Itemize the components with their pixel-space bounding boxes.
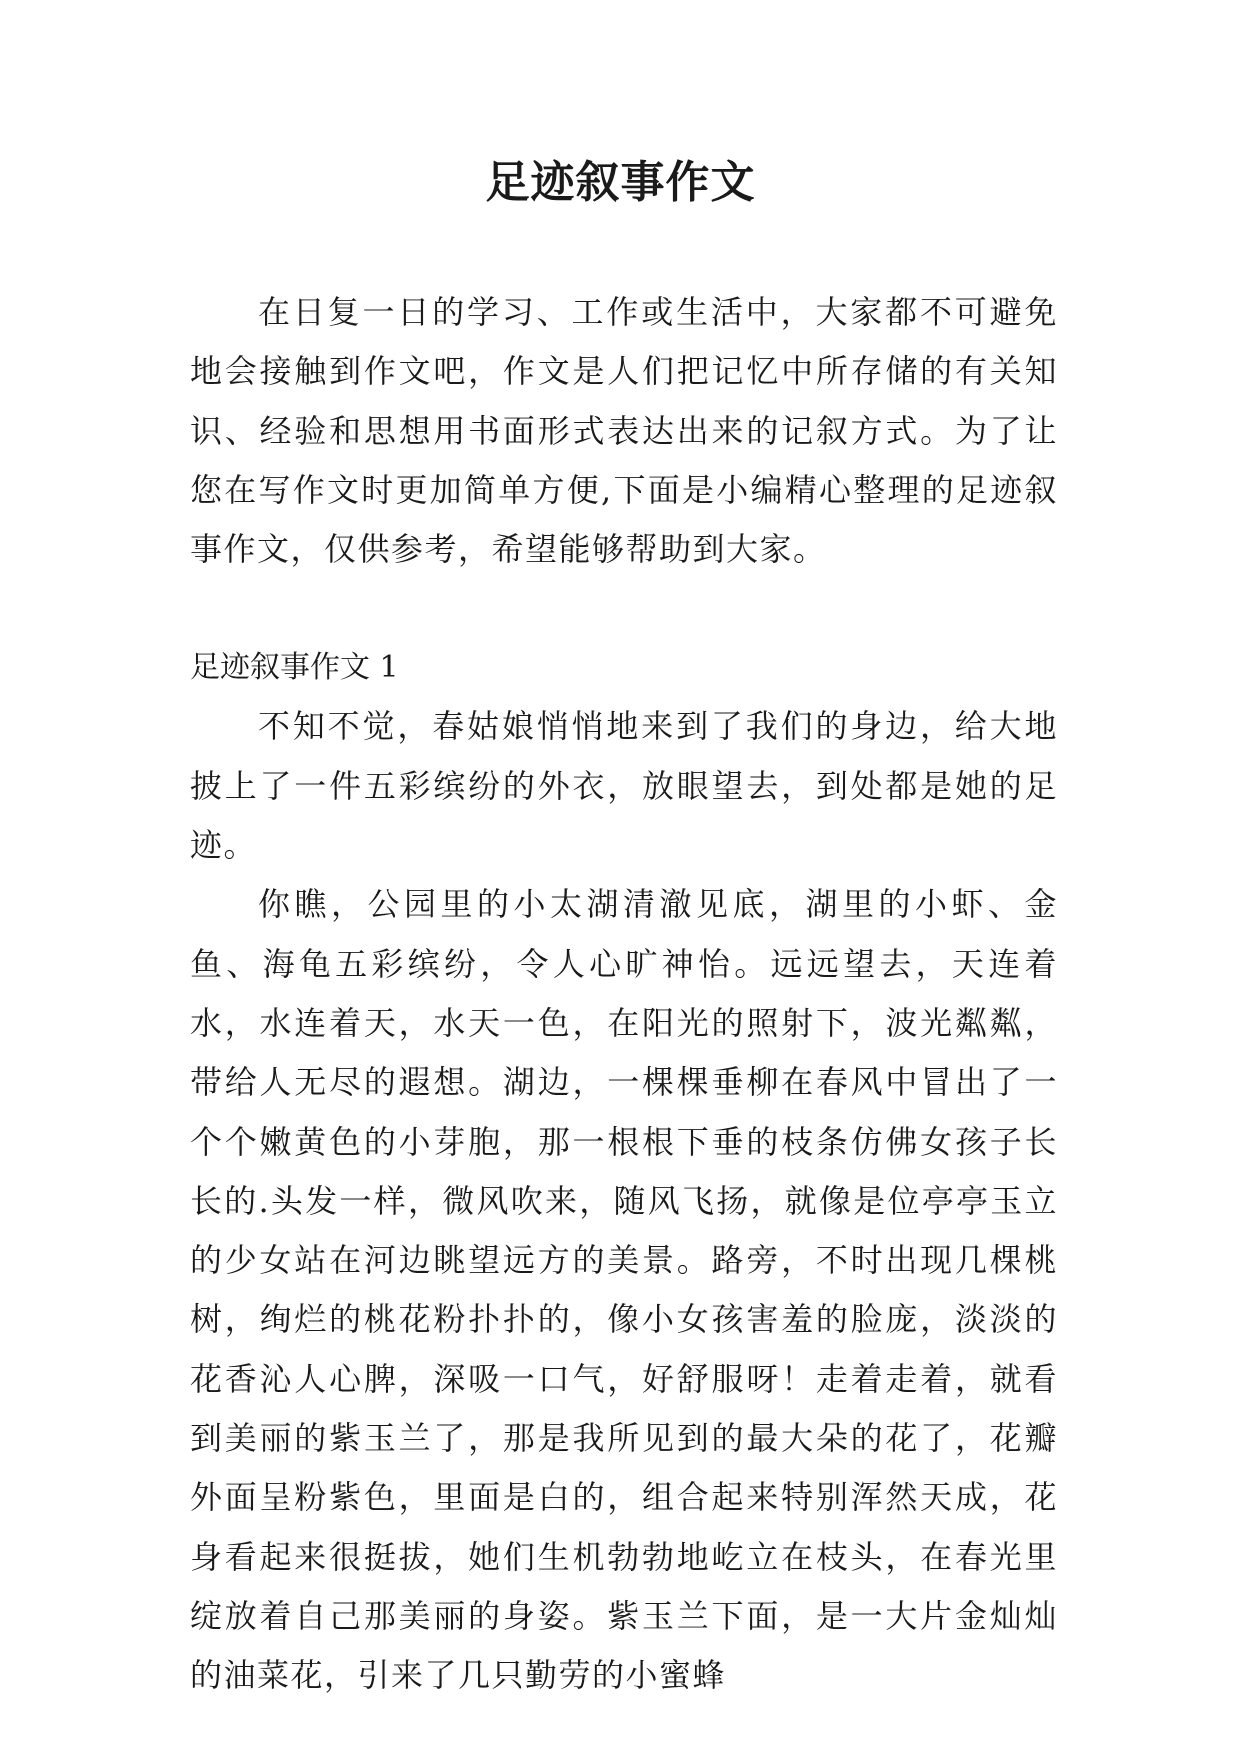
document-title: 足迹叙事作文: [485, 157, 756, 208]
section-heading: 足迹叙事作文 1: [190, 650, 399, 686]
body-paragraph: 不知不觉，春姑娘悄悄地来到了我们的身边，给大地披上了一件五彩缤纷的外衣，放眼望去，到处都是她的足迹。: [190, 707, 1058, 865]
spacer: [190, 579, 1058, 638]
body-paragraph: 你瞧，公园里的小太湖清澈见底，湖里的小虾、金鱼、海龟五彩缤纷，令人心旷神怡。远远望去，天连着水，水连着天，水天一色，在阳光的照射下，波光粼粼，带给人无尽的遐想。湖边，一棵棵垂柳在春风中冒出了一个个嫩黄色的小芽胞，那一根根下垂的枝条仿佛女孩子长长的.头发一样，微风吹来，随风飞扬，就像是位亭亭玉立的少女站在河边眺望远方的美景。路旁，不时出现几棵桃树，绚烂的桃花粉扑扑的，像小女孩害羞的脸庞，淡淡的花香沁人心脾，深吸一口气，好舒服呀！走着走着，就看到美丽的紫玉兰了，那是我所见到的最大朵的花了，花瓣外面呈粉紫色，里面是白的，组合起来特别浑然天成，花身看起来很挺拔，她们生机勃勃地屹立在枝头，在春光里绽放着自己那美丽的身姿。紫玉兰下面，是一大片金灿灿的油菜花，引来了几只勤劳的小蜜蜂: [190, 885, 1058, 1695]
intro-paragraph: 在日复一日的学习、工作或生活中，大家都不可避免地会接触到作文吧，作文是人们把记忆中所存储的有关知识、经验和思想用书面形式表达出来的记叙方式。为了让您在写作文时更加简单方便,下面是小编精心整理的足迹叙事作文，仅供参考，希望能够帮助到大家。: [190, 293, 1058, 569]
document-body: [190, 283, 1058, 1706]
